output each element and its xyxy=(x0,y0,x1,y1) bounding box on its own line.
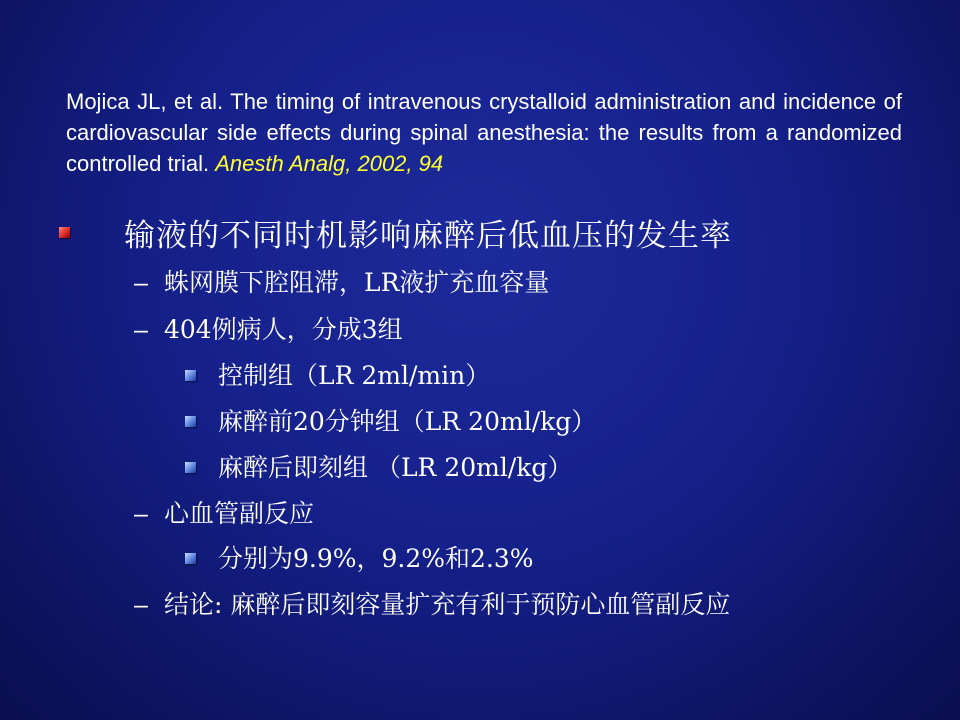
dash-icon: – xyxy=(134,500,148,528)
group-post-anesthesia: 麻醉后即刻组 （LR 20ml/kg） xyxy=(218,453,573,482)
main-point: 输液的不同时机影响麻醉后低血压的发生率 xyxy=(124,218,732,254)
sub-item-side-effects xyxy=(134,494,314,530)
red-square-bullet-icon xyxy=(59,227,70,238)
dash-icon: – xyxy=(134,591,148,619)
blue-square-bullet-icon xyxy=(185,553,196,564)
citation-text: Mojica JL, et al. The timing of intravenous crystalloid administration and incidence of cardiovascular side effects during spinal anesthesia: the results from a randomized controlled trial. xyxy=(66,89,902,176)
dash-icon: – xyxy=(134,316,148,344)
group-pre-anesthesia: 麻醉前20分钟组（LR 20ml/kg） xyxy=(218,407,597,436)
blue-square-bullet-icon xyxy=(185,416,196,427)
citation xyxy=(66,86,902,179)
sub-item-text: 心血管副反应 xyxy=(164,499,315,528)
sub-item-patients xyxy=(134,310,403,346)
sub-item-text: 蛛网膜下腔阻滞，LR液扩充血容量 xyxy=(164,268,550,297)
blue-square-bullet-icon xyxy=(185,370,196,381)
sub-item-text: 404例病人，分成3组 xyxy=(164,315,403,344)
blue-square-bullet-icon xyxy=(185,462,196,473)
sub-item-text: 结论: 麻醉后即刻容量扩充有利于预防心血管副反应 xyxy=(164,590,731,619)
citation-journal: Anesth Analg, 2002, 94 xyxy=(215,151,444,176)
sub-item-spinal xyxy=(134,263,549,299)
sub-item-conclusion xyxy=(134,585,730,621)
group-control: 控制组（LR 2ml/min） xyxy=(218,361,491,390)
dash-icon: – xyxy=(134,269,148,297)
side-effect-rates: 分别为9.9%，9.2%和2.3% xyxy=(218,544,534,573)
